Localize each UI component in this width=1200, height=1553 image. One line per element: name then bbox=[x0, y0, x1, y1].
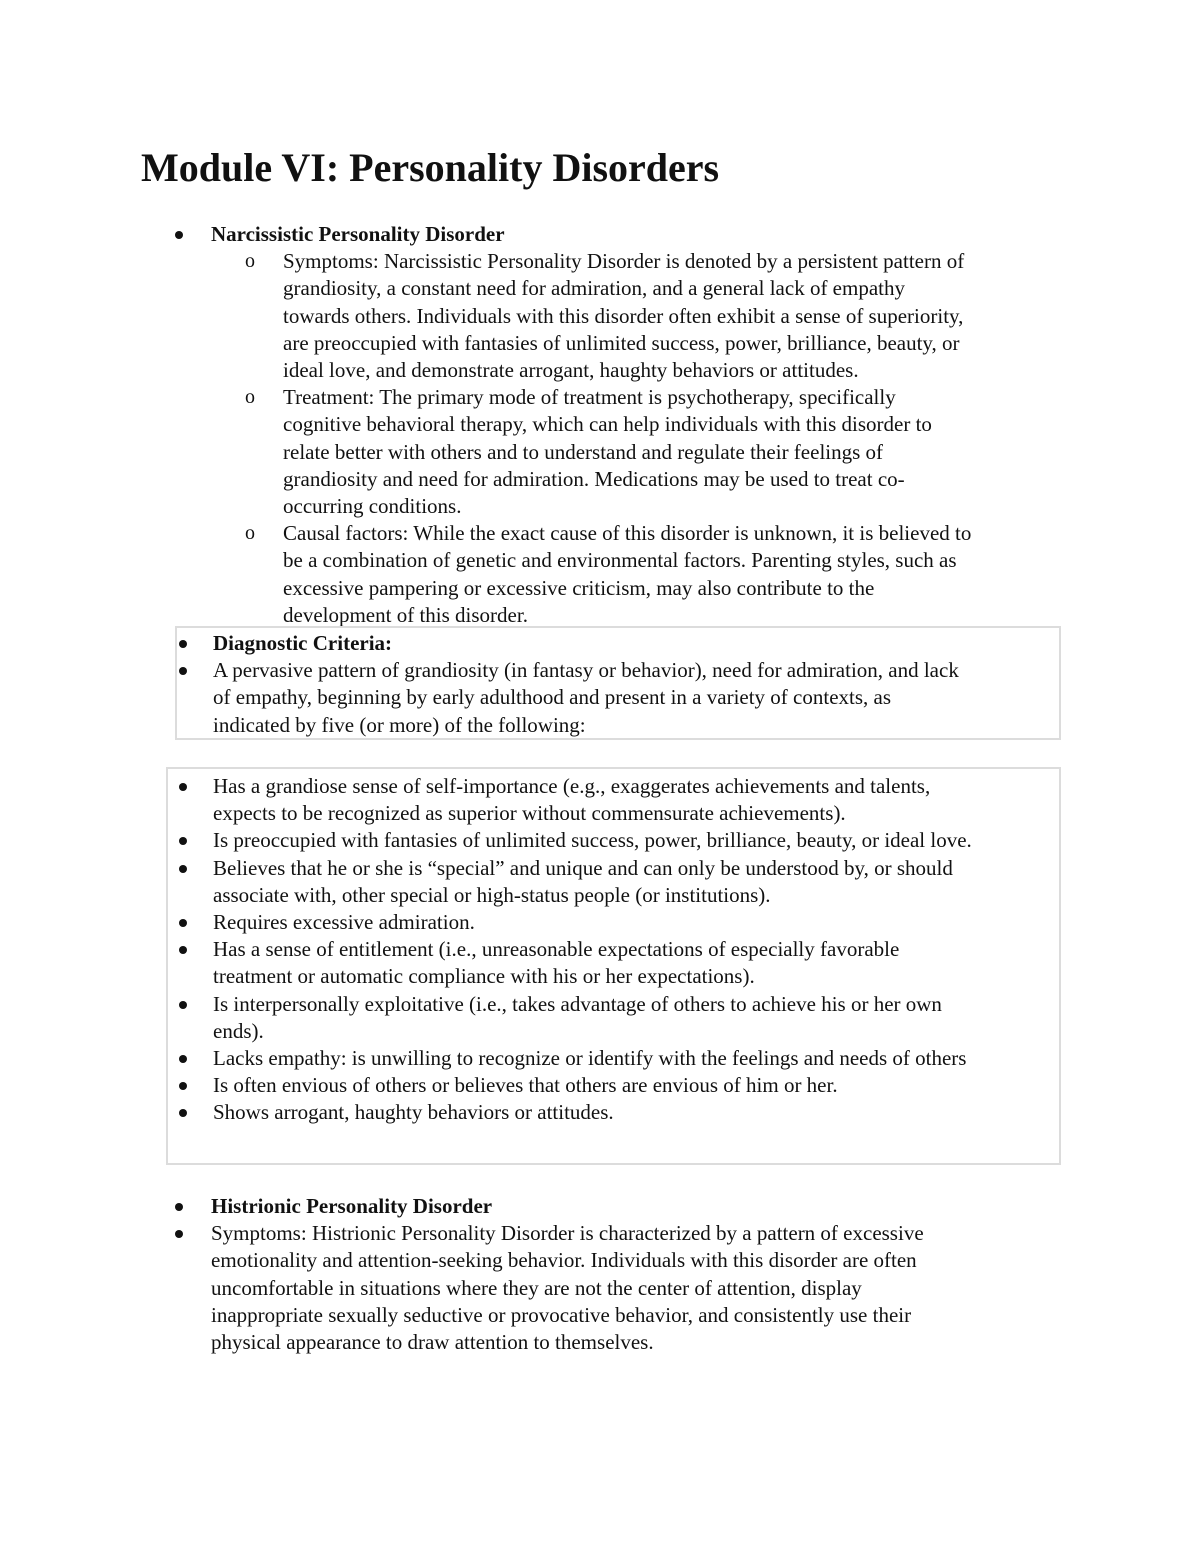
list-item-criterion bbox=[168, 909, 1059, 936]
text-line: Symptoms: Histrionic Personality Disorder is characterized by a pattern of excessive bbox=[211, 1221, 924, 1246]
sub-item-treatment bbox=[141, 384, 1061, 520]
text-line: ends). bbox=[213, 1018, 264, 1043]
text-line: Shows arrogant, haughty behaviors or attitudes. bbox=[213, 1100, 614, 1125]
section-heading: Diagnostic Criteria: bbox=[213, 631, 393, 655]
list-item-diagnostic-intro bbox=[177, 657, 1059, 739]
sub-bullet-icon: o bbox=[245, 250, 255, 273]
text-line: expects to be recognized as superior without commensurate achievements). bbox=[213, 801, 846, 826]
text-line: Is preoccupied with fantasies of unlimited success, power, brilliance, beauty, or ideal love. bbox=[213, 828, 972, 853]
text-line: occurring conditions. bbox=[283, 494, 462, 519]
text-line: treatment or automatic compliance with his or her expectations). bbox=[213, 964, 755, 989]
text-line: grandiosity and need for admiration. Medications may be used to treat co- bbox=[283, 466, 905, 491]
text-line: Treatment: The primary mode of treatment is psychotherapy, specifically bbox=[283, 385, 896, 410]
text-line: excessive pampering or excessive criticism, may also contribute to the bbox=[283, 575, 875, 600]
bullet-icon bbox=[179, 1001, 187, 1009]
bullet-icon bbox=[179, 946, 187, 954]
bullet-icon bbox=[179, 667, 187, 675]
text-line: are preoccupied with fantasies of unlimited success, power, brilliance, beauty, or bbox=[283, 330, 960, 355]
bullet-icon bbox=[175, 1230, 183, 1238]
text-line: ideal love, and demonstrate arrogant, haughty behaviors or attitudes. bbox=[283, 358, 859, 383]
list-item-criterion bbox=[168, 991, 1059, 1045]
text-line: development of this disorder. bbox=[283, 602, 528, 627]
text-line: A pervasive pattern of grandiosity (in fantasy or behavior), need for admiration, and lack bbox=[213, 658, 959, 683]
section-heading: Narcissistic Personality Disorder bbox=[211, 222, 505, 246]
text-line: of empathy, beginning by early adulthood and present in a variety of contexts, as bbox=[213, 685, 892, 710]
text-line: Symptoms: Narcissistic Personality Disorder is denoted by a persistent pattern of bbox=[283, 249, 965, 274]
bullet-icon bbox=[179, 1055, 187, 1063]
list-item-criterion bbox=[168, 1099, 1059, 1126]
list-item-criterion bbox=[168, 1072, 1059, 1099]
sub-item-causal-factors bbox=[141, 520, 1061, 629]
histrionic-section bbox=[141, 1193, 1061, 1356]
text-line: associate with, other special or high-status people (or institutions). bbox=[213, 882, 771, 907]
list-item-criterion bbox=[168, 855, 1059, 909]
text-line: Is interpersonally exploitative (i.e., takes advantage of others to achieve his or her own bbox=[213, 991, 942, 1016]
text-line: uncomfortable in situations where they are not the center of attention, display bbox=[211, 1275, 862, 1300]
diagnostic-criteria-box bbox=[175, 626, 1061, 740]
section-heading: Histrionic Personality Disorder bbox=[211, 1194, 493, 1218]
list-item-criterion bbox=[168, 827, 1059, 854]
text-line: Believes that he or she is “special” and unique and can only be understood by, or should bbox=[213, 855, 953, 880]
text-line: indicated by five (or more) of the following: bbox=[213, 712, 586, 737]
bullet-icon bbox=[179, 837, 187, 845]
text-line: Has a sense of entitlement (i.e., unreasonable expectations of especially favorable bbox=[213, 937, 900, 962]
text-line: Lacks empathy: is unwilling to recognize or identify with the feelings and needs of others bbox=[213, 1046, 967, 1071]
text-line: grandiosity, a constant need for admiration, and a general lack of empathy bbox=[283, 276, 905, 301]
bullet-icon bbox=[179, 783, 187, 791]
sub-bullet-icon: o bbox=[245, 386, 255, 409]
list-item-histrionic-heading bbox=[141, 1193, 1061, 1220]
bullet-icon bbox=[179, 1109, 187, 1117]
page-title: Module VI: Personality Disorders bbox=[141, 145, 720, 190]
list-item-narcissistic-heading bbox=[141, 221, 1061, 248]
bullet-icon bbox=[179, 640, 187, 648]
text-line: Is often envious of others or believes that others are envious of him or her. bbox=[213, 1073, 838, 1098]
text-line: emotionality and attention-seeking behavior. Individuals with this disorder are often bbox=[211, 1248, 917, 1273]
text-line: Causal factors: While the exact cause of this disorder is unknown, it is believed to bbox=[283, 521, 972, 546]
bullet-icon bbox=[179, 1082, 187, 1090]
sub-item-symptoms bbox=[141, 248, 1061, 384]
text-line: relate better with others and to understand and regulate their feelings of bbox=[283, 439, 884, 464]
bullet-icon bbox=[175, 1203, 183, 1211]
narcissistic-section bbox=[141, 221, 1061, 629]
text-line: be a combination of genetic and environmental factors. Parenting styles, such as bbox=[283, 548, 957, 573]
bullet-icon bbox=[179, 919, 187, 927]
bullet-icon bbox=[179, 865, 187, 873]
criteria-list-box bbox=[166, 767, 1061, 1165]
list-item-criterion bbox=[168, 936, 1059, 990]
text-line: inappropriate sexually seductive or provocative behavior, and consistently use their bbox=[211, 1302, 912, 1327]
list-item-histrionic-symptoms bbox=[141, 1220, 1061, 1356]
text-line: towards others. Individuals with this disorder often exhibit a sense of superiority, bbox=[283, 303, 964, 328]
list-item-diagnostic-heading bbox=[177, 630, 1059, 657]
list-item-criterion bbox=[168, 1045, 1059, 1072]
bullet-icon bbox=[175, 231, 183, 239]
text-line: physical appearance to draw attention to themselves. bbox=[211, 1330, 654, 1355]
text-line: Requires excessive admiration. bbox=[213, 910, 475, 935]
text-line: Has a grandiose sense of self-importance (e.g., exaggerates achievements and talents, bbox=[213, 774, 931, 798]
sub-bullet-icon: o bbox=[245, 522, 255, 545]
text-line: cognitive behavioral therapy, which can help individuals with this disorder to bbox=[283, 412, 932, 437]
list-item-criterion bbox=[168, 773, 1059, 827]
